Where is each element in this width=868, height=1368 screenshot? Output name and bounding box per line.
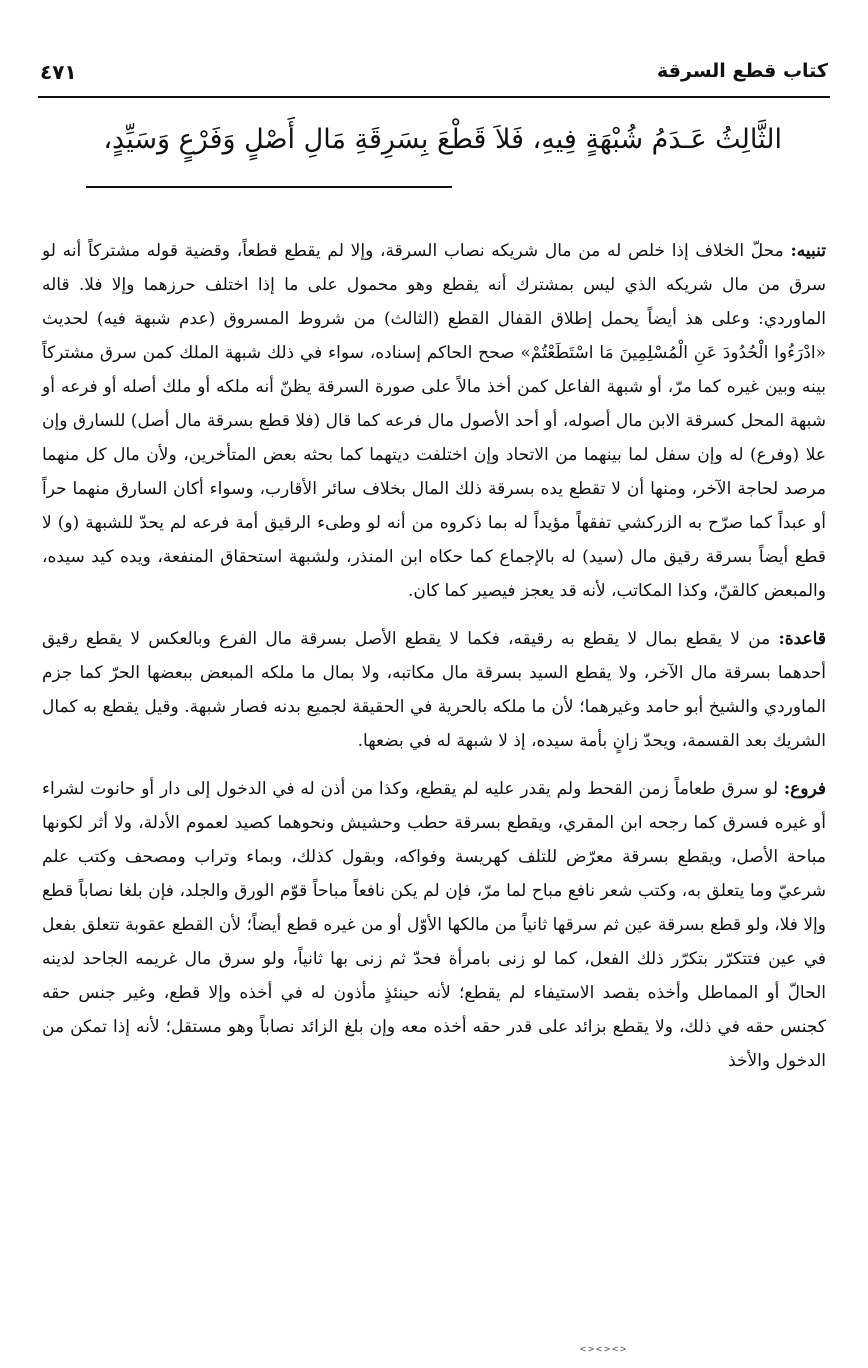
separator-rule [86, 186, 452, 188]
matn-text: الثَّالِثُ عَـدَمُ شُبْهَةٍ فِيهِ، فَلاَ قَطْعَ بِسَرِقَةِ مَالِ أَصْلٍ وَفَرْعٍ وَسَيِّدٍ، [103, 124, 782, 155]
page-number: ٤٧١ [40, 60, 77, 84]
paragraph-qaida [42, 622, 826, 758]
paragraph-text: محلّ الخلاف إذا خلص له من مال شريكه نصاب السرقة، وإلا لم يقطع قطعاً، وقضية قوله مشتركاً أنه لو سرق من مال شريكه الذي ليس بمشترك أنه يقطع وهو محمول على ما إذا اختلف حرزهما وإلا فلا. قاله الماوردي: وعلى هذ أيضاً يحمل إطلاق القفال القطع (الثالث) من شروط المسروق (عدم شبهة فيه) لحديث «ادْرَءُوا الْحُدُودَ عَنِ الْمُسْلِمِينَ مَا اسْتَطَعْتُمْ» صحح الحاكم إسناده، سواء في ذلك شبهة الملك كمن سرق مشتركاً بينه وبين غيره كما مرّ، أو شبهة الفاعل كمن أخذ مالاً على صورة السرقة يظنّ أنه ملكه أو ملك أصله أو فرعه أو شبهة المحل كسرقة الابن مال أصوله، أو أحد الأصول مال فرعه كما قال (فلا قطع بسرقة مال أصل) للسارق وإن علا (وفرع) له وإن سفل لما بينهما من الاتحاد وإن اختلفت ديتهما كما بحثه بعض المتأخرين، ولأن مال كل منهما مرصد لحاجة الآخر، ومنها أن لا تقطع يده بسرقة ذلك المال بخلاف سائر الأقارب، وسواء أكان السارق منهما حراً أو عبداً كما صرّح به الزركشي تفقهاً مؤيداً له بما ذكروه من أنه لو وطىء الرقيق أمة فرعه لم يحدّ للشبهة (و) لا قطع أيضاً بسرقة رقيق مال (سيد) له بالإجماع كما حكاه ابن المنذر، ولشبهة استحقاق المنفعة، ويده كيد سيده، والمبعض كالقنّ، وكذا المكاتب، لأنه قد يعجز فيصير كما كان. [42, 241, 826, 601]
commentary-body [42, 234, 826, 1092]
paragraph-text: لو سرق طعاماً زمن القحط ولم يقدر عليه لم يقطع، وكذا من أذن له في الدخول إلى دار أو حانوت لشراء أو غيره فسرق كما رجحه ابن المقري، ويقطع بسرقة حطب وحشيش ونحوهما كصيد لعموم الأدلة، ولا أثر لكونها مباحة الأصل، ويقطع بسرقة معرّض للتلف كهريسة وفواكه، وبقول كذلك، وبماء وتراب ومصحف وكتب علم شرعيّ وما يتعلق به، وكتب شعر نافع مباح لما مرّ، فإن لم يكن نافعاً مباحاً قوّم الورق والجلد، فإن بلغا نصاباً قطع وإلا فلا، ولو قطع بسرقة عين ثم سرقها ثانياً من مالكها الأوّل أو من غيره قطع أيضاً؛ لأن القطع عقوبة تتعلق بفعل في عين فتتكرّر بتكرّر ذلك الفعل، كما لو زنى بامرأة فحدّ ثم زنى بها ثانياً، ولو سرق مال غريمه الجاحد لدينه الحالّ أو المماطل وأخذه بقصد الاستيفاء لم يقطع؛ لأنه حينئذٍ مأذون له في أخذه وإلا قطع، وغير جنس حقه كجنس حقه في ذلك، ولا يقطع بزائد على قدر حقه أخذه معه وإن بلغ الزائد نصاباً وهو مستقل؛ لأنه إذا تمكن من الدخول والأخذ [42, 779, 826, 1071]
paragraph-tanbih [42, 234, 826, 608]
footer-ornament: <><><> [580, 1344, 629, 1355]
paragraph-furu [42, 772, 826, 1078]
page-header [38, 56, 830, 98]
paragraph-lead: فروع: [783, 779, 826, 799]
paragraph-text: من لا يقطع بمال لا يقطع به رقيقه، فكما لا يقطع الأصل بسرقة مال الفرع وبالعكس لا يقطع رقيق أحدهما بسرقة مال الآخر، ولا يقطع السيد بسرقة مال مكاتبه، ولا بمال ما ملكه المبعض ببعضها الحرّ كما جزم الماوردي والشيخ أبو حامد وغيرهما؛ لأن ما ملكه بالحرية في الحقيقة لجميع بدنه فصار شبهة. وقيل يقطع به كمال الشريك بعد القسمة، ويحدّ زانٍ بأمة سيده، إذ لا شبهة له في بضعها. [42, 629, 826, 751]
paragraph-lead: تنبيه: [790, 241, 827, 261]
running-title: كتاب قطع السرقة [657, 60, 828, 82]
paragraph-lead: قاعدة: [778, 629, 826, 649]
